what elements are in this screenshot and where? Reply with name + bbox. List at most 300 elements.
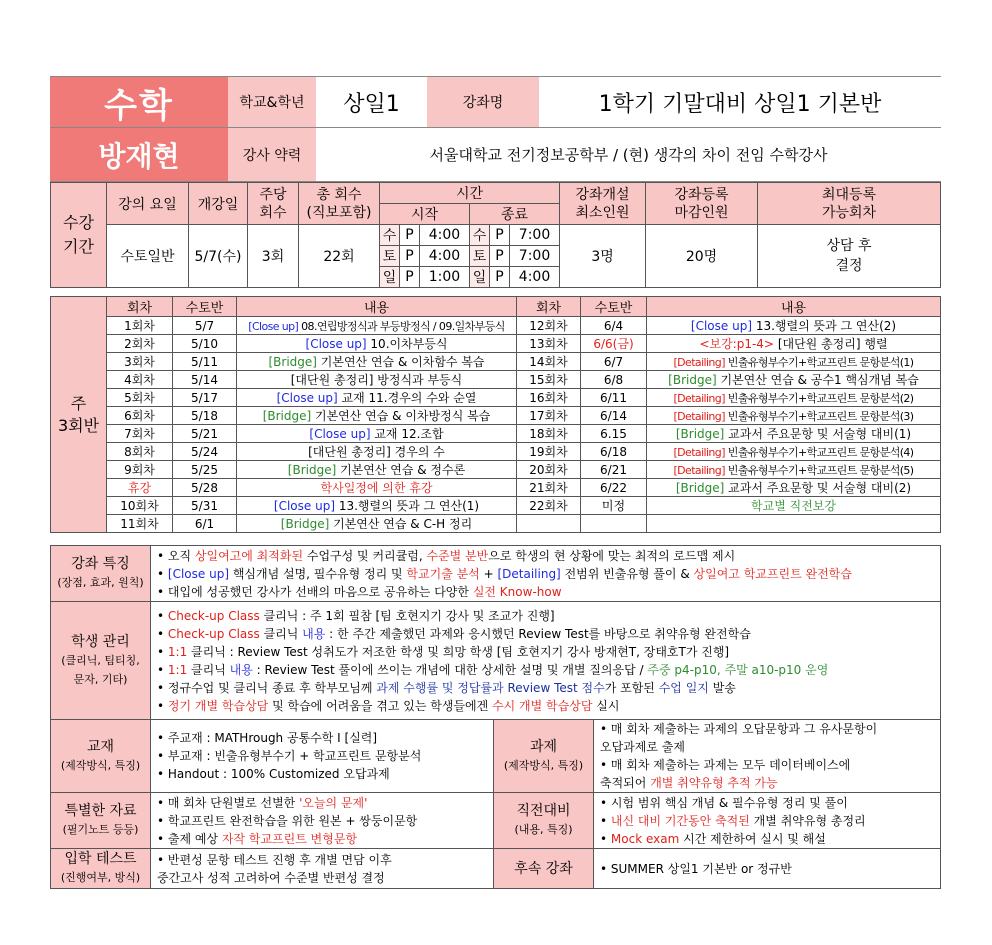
features-body (151, 546, 941, 602)
session-date: 6/14 (581, 407, 647, 425)
bullet-line (157, 583, 940, 601)
bullet-line (157, 679, 940, 697)
start-header: 시작 (380, 204, 470, 225)
session-number: 17회차 (517, 407, 581, 425)
start-day: 일 (380, 267, 400, 288)
day-value: 수토일반 (107, 225, 189, 288)
session-date: 5/24 (173, 443, 237, 461)
content-text: 기본연산 연습 & 이차방정식 복습 (311, 409, 491, 423)
final-label (494, 793, 594, 849)
curriculum-header-content: 내용 (647, 297, 941, 317)
session-date: 6/4 (581, 317, 647, 335)
session-date: 6/11 (581, 389, 647, 407)
content-text: [Close up] (276, 391, 338, 405)
session-content (237, 479, 517, 497)
special-body (151, 793, 494, 849)
content-text: 빈출유형부수기+학교프린트 문항분석(5) (724, 463, 914, 477)
min-header-2: 최소인원 (575, 204, 630, 221)
content-text: 13.행렬의 뜻과 그 연산(1) (335, 499, 480, 513)
bullet-line (600, 812, 940, 830)
course-name-label: 강좌명 (427, 77, 539, 128)
line-text: 과제 수행률 및 정답률과 Review Test 점수 (376, 680, 605, 695)
line-text: 내신 대비 기간동안 축적된 (610, 813, 750, 828)
session-date: 5/18 (173, 407, 237, 425)
bullet-line (600, 756, 940, 774)
session-number: 9회차 (107, 461, 173, 479)
session-number: 13회차 (517, 335, 581, 353)
line-text: • 부교재 : 빈출유형부수기 + 학교프린트 문항분석 (157, 749, 422, 763)
end-ampm: P (490, 246, 510, 267)
line-text: 전범위 빈출유형 풀이 & (560, 566, 694, 581)
start-time: 4:00 (420, 225, 470, 246)
session-number: 7회차 (107, 425, 173, 443)
session-date: 5/31 (173, 497, 237, 515)
line-text: 수시 개별 학습상담 (492, 698, 593, 713)
followup-body (594, 849, 941, 889)
session-number: 20회차 (517, 461, 581, 479)
bullet-line (600, 860, 940, 878)
content-text: 10.이차부등식 (366, 337, 448, 351)
session-content (647, 317, 941, 335)
line-text: Check-up Class (167, 608, 260, 623)
end-ampm: P (490, 267, 510, 288)
line-text: 중간고사 성적 고려하여 수준별 반편성 결정 (157, 870, 385, 885)
bullet-line (157, 661, 940, 679)
side-label-1: 주 (70, 393, 87, 413)
empty-cell (581, 515, 647, 533)
course-name-value: 1학기 기말대비 상일1 기본반 (539, 77, 941, 128)
content-text: [Bridge] (675, 427, 725, 441)
bullet-line (157, 625, 940, 643)
management-sub-2: 문자, 기타) (73, 672, 128, 686)
total-header-1: 총 회수 (316, 186, 362, 203)
session-content (647, 461, 941, 479)
content-text: [대단원 총정리] 경우의 수 (308, 445, 445, 459)
line-text: • 매 회차 제출하는 과제의 오답문항과 그 유사문항이 (600, 722, 878, 736)
bullet-line (157, 607, 940, 625)
curriculum-header-date: 수토반 (581, 297, 647, 317)
side-label-2: 3회반 (57, 415, 100, 435)
curriculum-side-label (51, 297, 107, 533)
content-text: 교과서 주요문항 및 서술형 대비(2) (724, 481, 912, 495)
school-grade-value: 상일1 (316, 77, 427, 128)
line-text: • (157, 644, 168, 659)
weekly-header-2: 회수 (259, 204, 287, 221)
content-text: [Detailing] (673, 391, 725, 405)
bullet-line (157, 812, 493, 830)
session-content (237, 371, 517, 389)
period-label (51, 183, 107, 288)
max-value-1: 상담 후 (826, 238, 872, 254)
content-text: [Bridge] (675, 481, 725, 495)
bullet-line (600, 830, 940, 848)
bullet-line (157, 794, 493, 812)
curriculum-row (51, 479, 941, 497)
session-content (647, 353, 941, 371)
management-label (51, 602, 151, 720)
session-number: 8회차 (107, 443, 173, 461)
content-text: [Detailing] (673, 409, 725, 423)
line-text: • 정규수업 및 클리닉 종료 후 학부모님께 (157, 680, 377, 695)
bullet-line (157, 747, 493, 765)
line-text: 수업 일지 (658, 680, 709, 695)
line-text: • (157, 698, 168, 713)
line-text: 시간 제한하여 실시 및 해설 (679, 831, 826, 846)
content-text: [Close up] (248, 319, 299, 333)
max-header-1: 최대등록 (821, 186, 877, 203)
session-content (647, 425, 941, 443)
end-day: 일 (470, 267, 490, 288)
schedule-info-table (50, 182, 941, 288)
textbook-body (151, 720, 494, 793)
session-date: 6/21 (581, 461, 647, 479)
end-day: 토 (470, 246, 490, 267)
line-text: 발송 (708, 680, 736, 695)
line-text: 학교기출 분석 (406, 566, 480, 581)
curriculum-row (51, 353, 941, 371)
line-text: 클리닉 (187, 662, 230, 677)
content-text: [Close up] (309, 427, 371, 441)
line-text: : Review Test 풀이에 쓰이는 개념에 대한 상세한 설명 및 개별 질의응답 / (252, 662, 648, 677)
line-text: 1:1 (167, 644, 188, 659)
line-text: [Detailing] (497, 566, 561, 581)
content-text: [Close up] (690, 319, 752, 333)
line-text: : 한 주간 제출했던 과제와 응시했던 Review Test를 바탕으로 취약유형 완전학습 (325, 626, 751, 641)
homework-label-text: 과제 (529, 738, 558, 755)
session-content (237, 425, 517, 443)
textbook-label (51, 720, 151, 793)
management-sub-1: (클리닉, 팀티칭, (61, 653, 140, 667)
content-text: [Bridge] (280, 517, 330, 531)
line-text: • 학교프린트 완전학습을 위한 원본 + 쌍둥이문항 (157, 813, 418, 828)
session-number: 15회차 (517, 371, 581, 389)
bullet-line (600, 720, 940, 738)
homework-body (594, 720, 941, 793)
line-text: 수업구성 및 커리큘럼, (303, 548, 427, 563)
bullet-line (157, 697, 940, 715)
content-text: 교과서 주요문항 및 서술형 대비(1) (724, 427, 912, 441)
line-text: Check-up Class (167, 626, 260, 641)
content-text: [Close up] (273, 499, 335, 513)
end-time: 7:00 (510, 225, 560, 246)
session-number: 10회차 (107, 497, 173, 515)
session-date: 5/21 (173, 425, 237, 443)
homework-label (494, 720, 594, 793)
line-text: 오답과제로 출제 (600, 740, 685, 754)
content-text: 기본연산 연습 & 이차함수 복습 (316, 355, 485, 369)
session-content (237, 515, 517, 533)
features-sub: (장점, 효과, 원칙) (57, 576, 144, 589)
line-text: 정기 개별 학습상담 (167, 698, 269, 713)
session-number: 휴강 (107, 479, 173, 497)
textbook-label-text: 교재 (86, 738, 115, 755)
session-number: 3회차 (107, 353, 173, 371)
line-text: Mock exam (610, 831, 680, 846)
weekly-header (248, 183, 299, 225)
career-label: 강사 약력 (228, 128, 316, 182)
session-content (237, 353, 517, 371)
line-text: 핵심개념 설명, 필수유형 정리 및 (229, 566, 407, 581)
session-date: 6/6(금) (581, 335, 647, 353)
line-text: 실시 (592, 698, 620, 713)
session-date: 6/8 (581, 371, 647, 389)
line-text: • 대입에 성공했던 강사가 선배의 마음으로 공유하는 다양한 (157, 584, 473, 599)
line-text: 개별 취약유형 추적 가능 (650, 776, 778, 790)
bullet-line (157, 869, 493, 887)
line-text: 자작 학교프린트 변형문항 (221, 831, 358, 846)
session-number: 16회차 (517, 389, 581, 407)
bullet-line (157, 765, 493, 783)
bullet-line (157, 565, 940, 583)
session-number: 19회차 (517, 443, 581, 461)
curriculum-row (51, 407, 941, 425)
session-date: 5/28 (173, 479, 237, 497)
content-text: [Bridge] (262, 409, 312, 423)
content-text: [대단원 총정리] 방정식과 부등식 (290, 373, 463, 387)
session-number: 12회차 (517, 317, 581, 335)
final-sub: (내용, 특징) (514, 823, 573, 836)
curriculum-row (51, 389, 941, 407)
start-day: 수 (380, 225, 400, 246)
session-number: 1회차 (107, 317, 173, 335)
homework-sub: (제작방식, 특징) (503, 758, 584, 772)
start-day: 토 (380, 246, 400, 267)
line-text: • (157, 608, 168, 623)
session-content (237, 407, 517, 425)
line-text: 가 포함된 (604, 680, 659, 695)
session-number: 22회차 (517, 497, 581, 515)
line-text: [Close up] (167, 566, 229, 581)
deadline-value: 20명 (646, 225, 758, 288)
max-header (758, 183, 941, 225)
line-text: • 주교재 : MATHrough 공통수학 I [실력] (157, 731, 378, 745)
max-header-2: 가능회차 (821, 204, 877, 221)
curriculum-row (51, 425, 941, 443)
curriculum-row (51, 443, 941, 461)
line-text: • (157, 626, 168, 641)
session-number: 5회차 (107, 389, 173, 407)
session-content (647, 407, 941, 425)
session-content (237, 335, 517, 353)
session-number: 6회차 (107, 407, 173, 425)
max-value (758, 225, 941, 288)
end-header: 종료 (470, 204, 560, 225)
start-ampm: P (400, 225, 420, 246)
teacher-name: 방재현 (50, 128, 228, 182)
line-text: • 매 회차 단원별로 선별한 (157, 795, 300, 810)
open-value: 5/7(수) (189, 225, 248, 288)
content-text: 빈출유형부수기+학교프린트 문항분석(1) (724, 355, 914, 369)
line-text: • (600, 813, 611, 828)
total-header (299, 183, 380, 225)
line-text: 클리닉 : Review Test 성취도가 저조한 학생 및 희망 학생 [팀 호현지기 강사 방재현T, 장태호T가 진행] (187, 644, 730, 659)
entry-label-text: 입학 테스트 (64, 851, 137, 867)
line-text: • 매 회차 제출하는 과제는 모두 데이터베이스에 (600, 758, 851, 772)
line-text: • (600, 831, 611, 846)
start-time: 4:00 (420, 246, 470, 267)
session-date: 5/14 (173, 371, 237, 389)
end-ampm: P (490, 225, 510, 246)
bullet-line (157, 729, 493, 747)
course-details-table (50, 545, 941, 889)
entry-body (151, 849, 494, 889)
session-date: 6/1 (173, 515, 237, 533)
management-body (151, 602, 941, 720)
min-header (560, 183, 646, 225)
content-text: 빈출유형부수기+학교프린트 문항분석(3) (724, 409, 914, 423)
content-text: 교재 11.경우의 수와 순열 (337, 391, 477, 405)
deadline-header-2: 마감인원 (674, 204, 729, 221)
curriculum-header-date: 수토반 (173, 297, 237, 317)
deadline-header-1: 강좌등록 (674, 186, 729, 203)
end-time: 4:00 (510, 267, 560, 288)
empty-cell (517, 515, 581, 533)
curriculum-header-no: 회차 (107, 297, 173, 317)
curriculum-header-no: 회차 (517, 297, 581, 317)
start-ampm: P (400, 246, 420, 267)
bullet-line (600, 794, 940, 812)
session-content (237, 497, 517, 515)
line-text: 1:1 (167, 662, 188, 677)
session-date: 5/17 (173, 389, 237, 407)
period-label-line1: 수강 (63, 213, 94, 232)
final-label-text: 직전대비 (516, 803, 571, 819)
total-value: 22회 (299, 225, 380, 288)
entry-label (51, 849, 151, 889)
bullet-line (157, 643, 940, 661)
session-content (237, 389, 517, 407)
features-label (51, 546, 151, 602)
line-text: 수준별 분반 (426, 548, 489, 563)
line-text: 상일여고에 최적화된 (194, 548, 304, 563)
entry-sub: (진행여부, 방식) (60, 871, 141, 884)
content-text: [Bridge] (287, 463, 337, 477)
line-text: 실전 Know-how (472, 584, 562, 599)
line-text: 상일여고 학교프린트 완전학습 (693, 566, 852, 581)
session-content (647, 479, 941, 497)
session-date: 5/10 (173, 335, 237, 353)
content-text: 학교별 직전보강 (751, 499, 836, 513)
features-label-text: 강좌 특징 (71, 556, 130, 572)
final-body (594, 793, 941, 849)
curriculum-row (51, 497, 941, 515)
start-time: 1:00 (420, 267, 470, 288)
session-content (647, 497, 941, 515)
content-text: 교재 12.조합 (370, 427, 444, 441)
content-text: 08.연립방정식과 부등방정식 / 09.일차부등식 (298, 319, 505, 333)
bullet-line (157, 851, 493, 869)
content-text: 학사일정에 의한 휴강 (320, 481, 433, 495)
content-text: 기본연산 연습 & C-H 정리 (329, 517, 473, 531)
line-text: 으로 학생의 현 상황에 맞는 최적의 로드맵 제시 (488, 548, 736, 563)
session-number: 21회차 (517, 479, 581, 497)
min-value: 3명 (560, 225, 646, 288)
session-content (647, 335, 941, 353)
session-content (647, 371, 941, 389)
line-text: • Handout : 100% Customized 오답과제 (157, 767, 390, 781)
line-text: 내용 (302, 626, 326, 641)
line-text: 클리닉 : 주 1회 필참 [팀 호현지기 강사 및 조교가 진행] (259, 608, 555, 623)
content-text: [Bridge] (668, 373, 717, 387)
textbook-sub: (제작방식, 특징) (60, 758, 141, 772)
min-header-1: 강좌개설 (575, 186, 630, 203)
session-date: 미정 (581, 497, 647, 515)
bullet-line (157, 830, 493, 848)
course-header (50, 76, 941, 182)
content-text: 13.행렬의 뜻과 그 연산(2) (752, 319, 897, 333)
day-header: 강의 요일 (107, 183, 189, 225)
line-text: 주중 p4-p10, 주말 a10-p10 운영 (647, 662, 829, 677)
career-value: 서울대학교 전기정보공학부 / (현) 생각의 차이 전임 수학강사 (316, 128, 941, 182)
line-text: + (479, 566, 498, 581)
open-header: 개강일 (189, 183, 248, 225)
special-label (51, 793, 151, 849)
curriculum-row (51, 317, 941, 335)
school-grade-label: 학교&학년 (228, 77, 316, 128)
line-text: • SUMMER 상일1 기본반 or 정규반 (600, 861, 792, 876)
content-text: [Close up] (305, 337, 367, 351)
session-content (237, 461, 517, 479)
line-text: • (157, 566, 168, 581)
end-day: 수 (470, 225, 490, 246)
content-text: 빈출유형부수기+학교프린트 문항분석(2) (724, 391, 914, 405)
content-text: [Detailing] (673, 445, 725, 459)
content-text: [Detailing] (673, 355, 725, 369)
special-label-text: 특별한 자료 (64, 803, 137, 819)
session-content (647, 389, 941, 407)
total-header-2: (직보포함) (306, 204, 372, 221)
line-text: • (157, 662, 168, 677)
session-content (237, 317, 517, 335)
session-date: 5/11 (173, 353, 237, 371)
session-date: 6/7 (581, 353, 647, 371)
session-number: 11회차 (107, 515, 173, 533)
special-sub: (필기노트 등등) (62, 823, 139, 836)
session-date: 6/18 (581, 443, 647, 461)
line-text: '오늘의 문제' (299, 795, 368, 810)
curriculum-header-content: 내용 (237, 297, 517, 317)
subject-title: 수학 (50, 77, 228, 128)
line-text: • 오직 (157, 548, 195, 563)
curriculum-row (51, 335, 941, 353)
curriculum-row (51, 371, 941, 389)
deadline-header (646, 183, 758, 225)
content-text: [Detailing] (673, 463, 725, 477)
content-text: 기본연산 연습 & 공수1 핵심개념 복습 (716, 373, 919, 387)
management-label-text: 학생 관리 (71, 633, 130, 650)
start-ampm: P (400, 267, 420, 288)
content-text: 기본연산 연습 & 정수론 (336, 463, 466, 477)
content-text: 빈출유형부수기+학교프린트 문항분석(4) (724, 445, 914, 459)
session-number: 18회차 (517, 425, 581, 443)
curriculum-row (51, 515, 941, 533)
line-text: 클리닉 (259, 626, 303, 641)
session-number: 2회차 (107, 335, 173, 353)
weekly-header-1: 주당 (259, 186, 287, 203)
content-text: [대단원 총정리] 행렬 (774, 337, 888, 351)
empty-cell (647, 515, 941, 533)
line-text: 내용 (229, 662, 253, 677)
session-content (237, 443, 517, 461)
curriculum-row (51, 461, 941, 479)
line-text: 개별 취약유형 총정리 (749, 813, 866, 828)
bullet-line (157, 547, 940, 565)
session-date: 5/7 (173, 317, 237, 335)
line-text: 축적되어 (600, 776, 651, 790)
max-value-2: 결정 (835, 258, 863, 274)
session-number: 4회차 (107, 371, 173, 389)
session-date: 5/25 (173, 461, 237, 479)
